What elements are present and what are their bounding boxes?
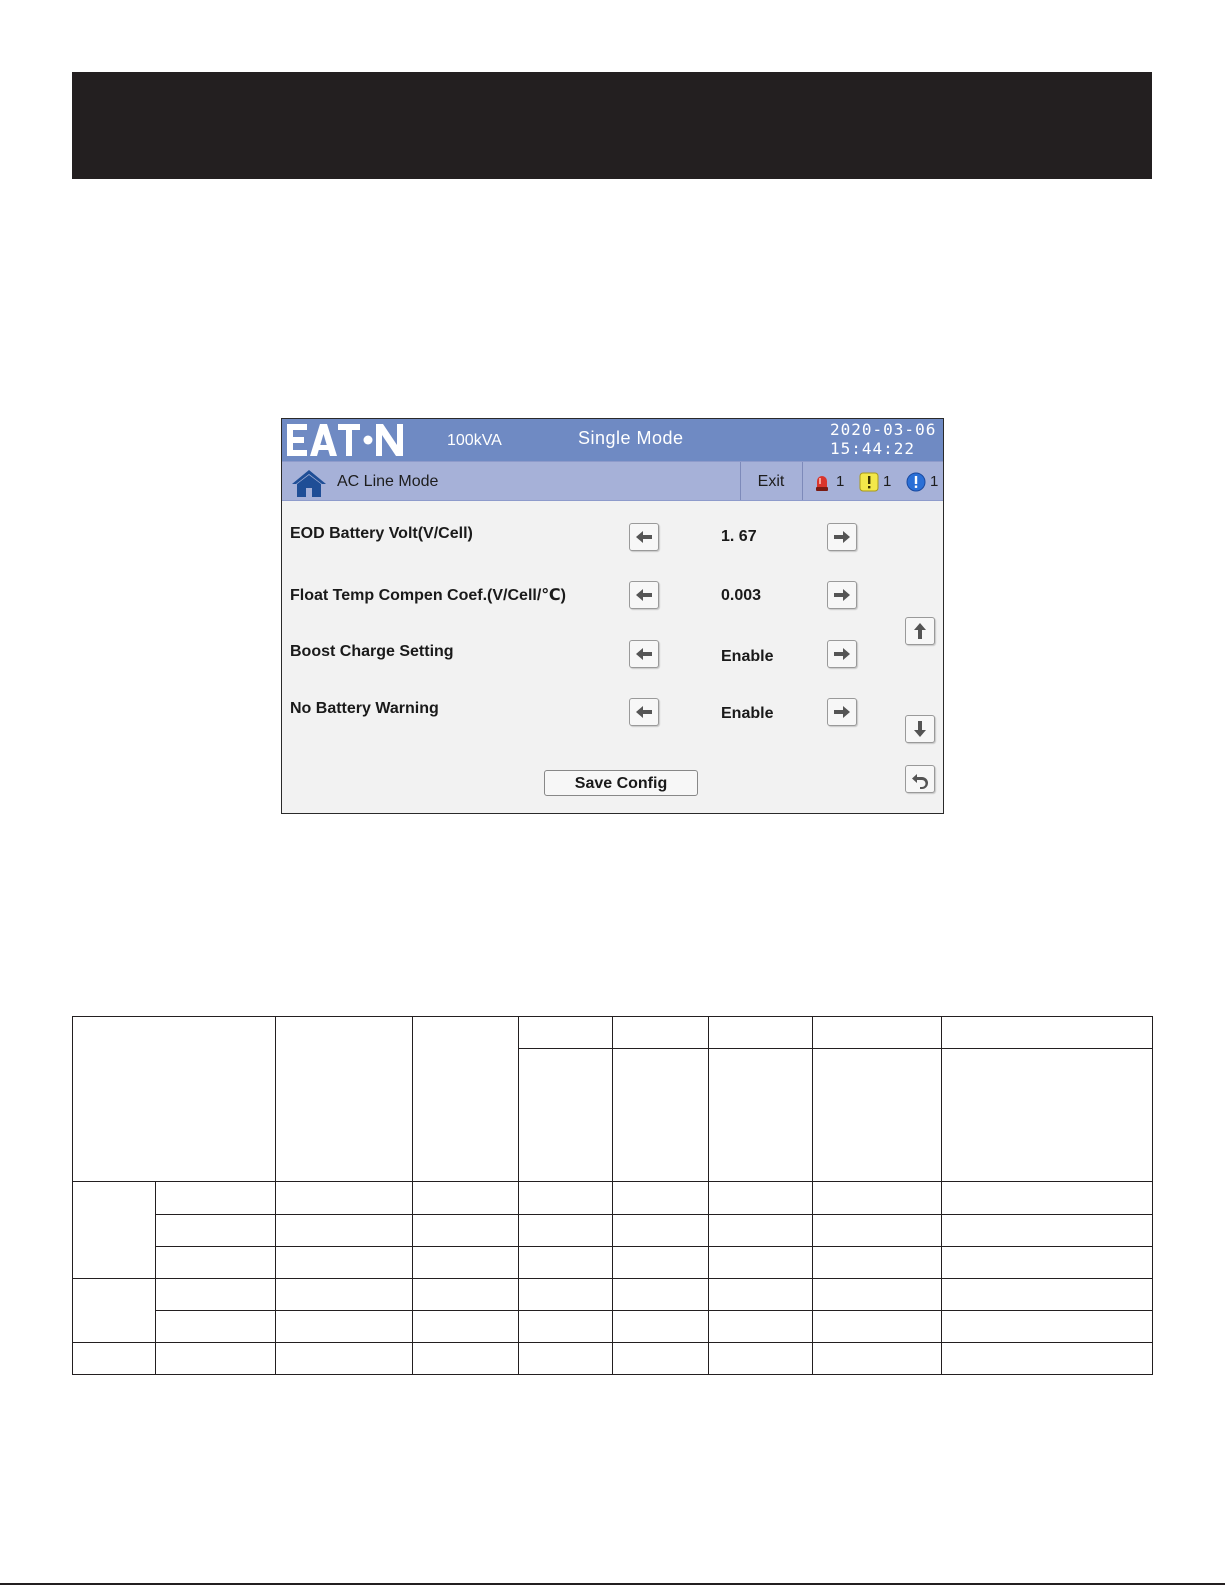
table-cell [942,1215,1153,1247]
table-cell [709,1311,813,1343]
date-label: 2020-03-06 [830,420,937,439]
table-cell [813,1311,942,1343]
table-cell [519,1343,613,1375]
increase-button[interactable] [827,698,857,726]
setting-value: Enable [721,648,774,665]
table-cell [613,1343,709,1375]
table-cell [813,1049,942,1182]
table-cell [73,1017,276,1182]
red-alarm-icon [812,472,832,492]
divider [802,462,803,500]
table-cell [613,1247,709,1279]
table-cell [613,1017,709,1049]
table-cell [813,1343,942,1375]
table-cell [413,1017,519,1182]
table-cell [276,1017,413,1182]
arrow-left-icon [634,644,654,664]
table-cell [813,1279,942,1311]
save-config-button[interactable]: Save Config [544,770,698,796]
setting-label: Float Temp Compen Coef.(V/Cell/℃) [290,587,566,604]
warning-indicator[interactable] [859,472,895,492]
table-cell [709,1279,813,1311]
table-cell [942,1279,1153,1311]
model-label: 100kVA [447,432,502,449]
info-count: 1 [930,473,939,490]
increase-button[interactable] [827,581,857,609]
table-cell [413,1182,519,1215]
table-cell [942,1247,1153,1279]
decrease-button[interactable] [629,581,659,609]
arrow-left-icon [634,527,654,547]
table-cell [942,1311,1153,1343]
alarm-indicator[interactable] [812,472,848,492]
table-cell [613,1182,709,1215]
table-cell [73,1343,156,1375]
table-cell [413,1247,519,1279]
table-cell [156,1343,276,1375]
setting-value: 0.003 [721,587,762,604]
setting-label: EOD Battery Volt(V/Cell) [290,525,473,542]
table-cell [613,1215,709,1247]
back-button[interactable] [905,765,935,793]
table-cell [942,1017,1153,1049]
setting-label: Boost Charge Setting [290,643,454,660]
date-time [830,420,936,458]
table-cell [709,1017,813,1049]
table-cell [413,1343,519,1375]
table-cell [276,1343,413,1375]
increase-button[interactable] [827,523,857,551]
table-cell [519,1215,613,1247]
table-cell [413,1311,519,1343]
table-cell [709,1049,813,1182]
blank-grid-table [72,1016,1153,1375]
table-cell [276,1279,413,1311]
table-cell [276,1182,413,1215]
alarm-count: 1 [836,473,845,490]
table-cell [156,1215,276,1247]
blue-info-icon [906,472,926,492]
arrow-right-icon [832,527,852,547]
ups-screen [281,418,944,814]
table-cell [813,1215,942,1247]
table-cell [519,1049,613,1182]
system-mode-label: Single Mode [578,428,684,448]
table-cell [156,1182,276,1215]
table-cell [156,1311,276,1343]
operating-mode-label: AC Line Mode [337,473,439,490]
setting-value: 1. 67 [721,528,757,545]
table-cell [413,1279,519,1311]
setting-value: Enable [721,705,774,722]
arrow-up-icon [910,621,930,641]
info-indicator[interactable] [906,472,942,492]
table-cell [156,1247,276,1279]
status-bar [282,461,943,501]
brand-logo [286,422,406,458]
page-down-button[interactable] [905,715,935,743]
table-cell [813,1182,942,1215]
table-cell [709,1215,813,1247]
arrow-right-icon [832,702,852,722]
decrease-button[interactable] [629,698,659,726]
table-cell [519,1017,613,1049]
table-cell [613,1311,709,1343]
arrow-right-icon [832,644,852,664]
table-cell [613,1279,709,1311]
page-header-bar [72,72,1152,179]
table-cell [813,1017,942,1049]
increase-button[interactable] [827,640,857,668]
table-cell [942,1049,1153,1182]
table-cell [709,1343,813,1375]
table-cell [413,1215,519,1247]
screen-header [282,419,943,461]
warning-count: 1 [883,473,892,490]
arrow-down-icon [910,719,930,739]
table-cell [709,1247,813,1279]
arrow-left-icon [634,702,654,722]
time-label: 15:44:22 [830,439,916,458]
table-cell [942,1182,1153,1215]
table-cell [73,1182,156,1279]
table-cell [942,1343,1153,1375]
decrease-button[interactable] [629,640,659,668]
decrease-button[interactable] [629,523,659,551]
page-up-button[interactable] [905,617,935,645]
table-cell [519,1279,613,1311]
table-cell [73,1279,156,1343]
table-cell [709,1182,813,1215]
home-icon[interactable] [290,468,328,498]
exit-button[interactable]: Exit [757,473,785,490]
arrow-right-icon [832,585,852,605]
table-cell [519,1182,613,1215]
table-cell [276,1247,413,1279]
table-cell [519,1311,613,1343]
table-cell [276,1215,413,1247]
return-icon [910,769,930,789]
table-cell [276,1311,413,1343]
arrow-left-icon [634,585,654,605]
yellow-warning-icon [859,472,879,492]
table-cell [156,1279,276,1311]
table-cell [613,1049,709,1182]
setting-label: No Battery Warning [290,700,439,717]
table-cell [813,1247,942,1279]
table-cell [519,1247,613,1279]
